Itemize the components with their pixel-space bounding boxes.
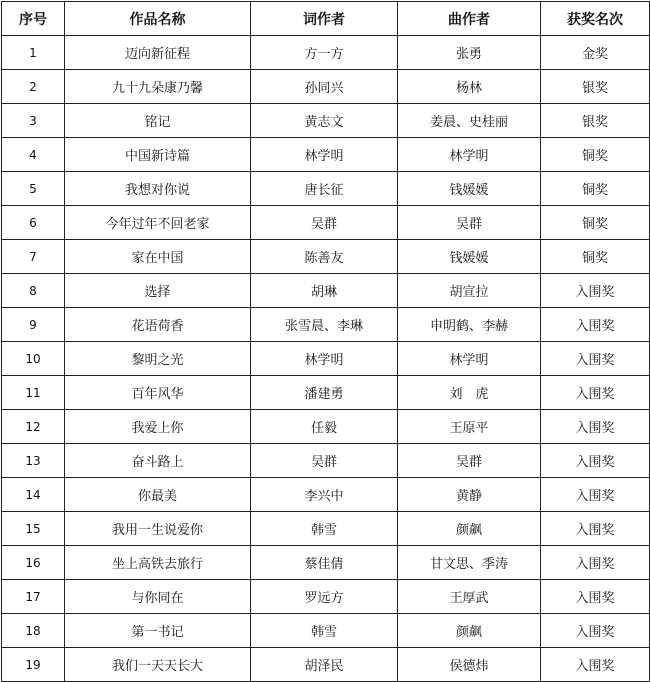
composer-cell: 王原平 bbox=[398, 410, 541, 444]
award-cell: 入围奖 bbox=[541, 308, 650, 342]
composer-cell: 吴群 bbox=[398, 206, 541, 240]
index-cell: 13 bbox=[2, 444, 65, 478]
award-cell: 入围奖 bbox=[541, 342, 650, 376]
header-award: 获奖名次 bbox=[541, 2, 650, 36]
header-lyricist: 词作者 bbox=[251, 2, 398, 36]
lyricist-cell: 唐长征 bbox=[251, 172, 398, 206]
composer-cell: 颜飙 bbox=[398, 614, 541, 648]
lyricist-cell: 胡琳 bbox=[251, 274, 398, 308]
composer-cell: 林学明 bbox=[398, 342, 541, 376]
lyricist-cell: 韩雪 bbox=[251, 614, 398, 648]
work-title-cell: 你最美 bbox=[65, 478, 251, 512]
lyricist-cell: 陈善友 bbox=[251, 240, 398, 274]
table-row bbox=[2, 648, 650, 682]
lyricist-cell: 方一方 bbox=[251, 36, 398, 70]
work-title-cell: 花语荷香 bbox=[65, 308, 251, 342]
composer-cell: 钱媛媛 bbox=[398, 172, 541, 206]
work-title-cell: 我想对你说 bbox=[65, 172, 251, 206]
composer-cell: 杨林 bbox=[398, 70, 541, 104]
award-cell: 入围奖 bbox=[541, 546, 650, 580]
index-cell: 7 bbox=[2, 240, 65, 274]
lyricist-cell: 韩雪 bbox=[251, 512, 398, 546]
award-cell: 入围奖 bbox=[541, 614, 650, 648]
index-cell: 18 bbox=[2, 614, 65, 648]
index-cell: 3 bbox=[2, 104, 65, 138]
work-title-cell: 百年风华 bbox=[65, 376, 251, 410]
lyricist-cell: 罗远方 bbox=[251, 580, 398, 614]
award-cell: 入围奖 bbox=[541, 274, 650, 308]
index-cell: 19 bbox=[2, 648, 65, 682]
lyricist-cell: 张雪晨、李琳 bbox=[251, 308, 398, 342]
index-cell: 9 bbox=[2, 308, 65, 342]
work-title-cell: 选择 bbox=[65, 274, 251, 308]
composer-cell: 钱媛媛 bbox=[398, 240, 541, 274]
award-cell: 铜奖 bbox=[541, 206, 650, 240]
table-row bbox=[2, 240, 650, 274]
lyricist-cell: 任毅 bbox=[251, 410, 398, 444]
table-row bbox=[2, 546, 650, 580]
index-cell: 1 bbox=[2, 36, 65, 70]
lyricist-cell: 潘建勇 bbox=[251, 376, 398, 410]
table-row bbox=[2, 206, 650, 240]
work-title-cell: 我用一生说爱你 bbox=[65, 512, 251, 546]
table-row bbox=[2, 410, 650, 444]
work-title-cell: 奋斗路上 bbox=[65, 444, 251, 478]
work-title-cell: 九十九朵康乃馨 bbox=[65, 70, 251, 104]
lyricist-cell: 林学明 bbox=[251, 342, 398, 376]
table-row bbox=[2, 444, 650, 478]
award-cell: 入围奖 bbox=[541, 512, 650, 546]
awards-table bbox=[1, 1, 650, 682]
lyricist-cell: 吴群 bbox=[251, 206, 398, 240]
lyricist-cell: 黄志文 bbox=[251, 104, 398, 138]
table-body bbox=[2, 36, 650, 682]
table-row bbox=[2, 274, 650, 308]
work-title-cell: 黎明之光 bbox=[65, 342, 251, 376]
table-row bbox=[2, 36, 650, 70]
award-cell: 入围奖 bbox=[541, 648, 650, 682]
award-cell: 银奖 bbox=[541, 70, 650, 104]
index-cell: 4 bbox=[2, 138, 65, 172]
table-row bbox=[2, 376, 650, 410]
table-row bbox=[2, 342, 650, 376]
composer-cell: 张勇 bbox=[398, 36, 541, 70]
work-title-cell: 今年过年不回老家 bbox=[65, 206, 251, 240]
composer-cell: 甘文思、季涛 bbox=[398, 546, 541, 580]
composer-cell: 黄静 bbox=[398, 478, 541, 512]
table-row bbox=[2, 512, 650, 546]
work-title-cell: 第一书记 bbox=[65, 614, 251, 648]
header-index: 序号 bbox=[2, 2, 65, 36]
composer-cell: 姜晨、史桂丽 bbox=[398, 104, 541, 138]
table-row bbox=[2, 614, 650, 648]
table-row bbox=[2, 138, 650, 172]
table-row bbox=[2, 580, 650, 614]
award-cell: 银奖 bbox=[541, 104, 650, 138]
lyricist-cell: 蔡佳倩 bbox=[251, 546, 398, 580]
work-title-cell: 坐上高铁去旅行 bbox=[65, 546, 251, 580]
award-cell: 铜奖 bbox=[541, 172, 650, 206]
award-cell: 入围奖 bbox=[541, 444, 650, 478]
work-title-cell: 中国新诗篇 bbox=[65, 138, 251, 172]
table-row bbox=[2, 70, 650, 104]
lyricist-cell: 胡泽民 bbox=[251, 648, 398, 682]
index-cell: 8 bbox=[2, 274, 65, 308]
index-cell: 6 bbox=[2, 206, 65, 240]
lyricist-cell: 吴群 bbox=[251, 444, 398, 478]
composer-cell: 刘 虎 bbox=[398, 376, 541, 410]
index-cell: 10 bbox=[2, 342, 65, 376]
work-title-cell: 我们一天天长大 bbox=[65, 648, 251, 682]
work-title-cell: 迈向新征程 bbox=[65, 36, 251, 70]
header-work-title: 作品名称 bbox=[65, 2, 251, 36]
composer-cell: 侯德炜 bbox=[398, 648, 541, 682]
header-composer: 曲作者 bbox=[398, 2, 541, 36]
work-title-cell: 家在中国 bbox=[65, 240, 251, 274]
index-cell: 16 bbox=[2, 546, 65, 580]
award-cell: 铜奖 bbox=[541, 138, 650, 172]
award-cell: 铜奖 bbox=[541, 240, 650, 274]
composer-cell: 申明鹤、李赫 bbox=[398, 308, 541, 342]
index-cell: 5 bbox=[2, 172, 65, 206]
award-cell: 入围奖 bbox=[541, 580, 650, 614]
award-cell: 入围奖 bbox=[541, 376, 650, 410]
index-cell: 2 bbox=[2, 70, 65, 104]
lyricist-cell: 孙同兴 bbox=[251, 70, 398, 104]
table-row bbox=[2, 172, 650, 206]
lyricist-cell: 林学明 bbox=[251, 138, 398, 172]
table-row bbox=[2, 308, 650, 342]
award-cell: 金奖 bbox=[541, 36, 650, 70]
composer-cell: 颜飙 bbox=[398, 512, 541, 546]
composer-cell: 吴群 bbox=[398, 444, 541, 478]
index-cell: 12 bbox=[2, 410, 65, 444]
composer-cell: 林学明 bbox=[398, 138, 541, 172]
lyricist-cell: 李兴中 bbox=[251, 478, 398, 512]
composer-cell: 胡宣拉 bbox=[398, 274, 541, 308]
index-cell: 15 bbox=[2, 512, 65, 546]
index-cell: 14 bbox=[2, 478, 65, 512]
composer-cell: 王厚武 bbox=[398, 580, 541, 614]
table-row bbox=[2, 104, 650, 138]
work-title-cell: 铭记 bbox=[65, 104, 251, 138]
index-cell: 11 bbox=[2, 376, 65, 410]
table-row bbox=[2, 478, 650, 512]
header-row bbox=[2, 2, 650, 36]
work-title-cell: 与你同在 bbox=[65, 580, 251, 614]
award-cell: 入围奖 bbox=[541, 478, 650, 512]
index-cell: 17 bbox=[2, 580, 65, 614]
award-cell: 入围奖 bbox=[541, 410, 650, 444]
work-title-cell: 我爱上你 bbox=[65, 410, 251, 444]
